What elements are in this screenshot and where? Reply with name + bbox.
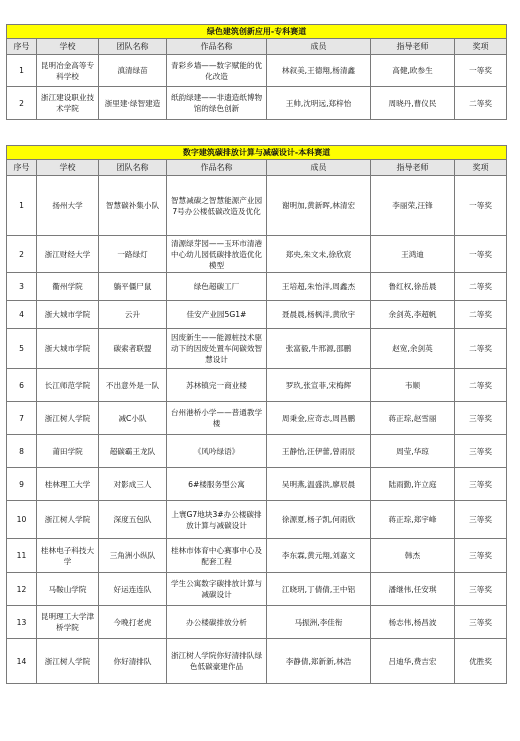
table-cell: 桂林市体育中心赛事中心及配套工程 xyxy=(167,539,267,573)
table-cell: 潘继伟,任安琪 xyxy=(371,573,455,606)
table-cell: 韦顺 xyxy=(371,369,455,402)
header-cell: 成员 xyxy=(267,160,371,176)
table-cell: 6 xyxy=(7,369,37,402)
table-cell: 青彩乡墙——数字赋能的优化改造 xyxy=(167,55,267,87)
table-cell: 你好清排队 xyxy=(99,639,167,684)
table-cell: 一等奖 xyxy=(455,55,507,87)
table-cell: 1 xyxy=(7,55,37,87)
table-cell: 12 xyxy=(7,573,37,606)
table-cell: 王静怡,汪伊蕾,曾雨辰 xyxy=(267,435,371,468)
table-cell: 三等奖 xyxy=(455,606,507,639)
table-cell: 昆明理工大学津桥学院 xyxy=(37,606,99,639)
table-cell: 李静倩,郑新新,林浩 xyxy=(267,639,371,684)
table-cell: 9 xyxy=(7,468,37,501)
table-cell: 林叙美,王德翔,杨清鑫 xyxy=(267,55,371,87)
table-cell: 8 xyxy=(7,435,37,468)
header-row xyxy=(7,160,507,176)
table-cell: 一等奖 xyxy=(455,176,507,236)
table-cell: 罗玖,张宣菲,宋梅辉 xyxy=(267,369,371,402)
table-cell: 李丽荣,汪锋 xyxy=(371,176,455,236)
table-row xyxy=(7,402,507,435)
header-cell: 奖项 xyxy=(455,39,507,55)
table-cell: 浙里建·绿智建造 xyxy=(99,87,167,120)
table-row xyxy=(7,301,507,329)
table-cell: 长江师范学院 xyxy=(37,369,99,402)
table-title-row xyxy=(7,146,507,160)
table-row xyxy=(7,273,507,301)
table-cell: 《风吟绿语》 xyxy=(167,435,267,468)
table-cell: 张富毅,牛邢源,邵鹏 xyxy=(267,329,371,369)
table-cell: 扬州大学 xyxy=(37,176,99,236)
table-cell: 浙江财经大学 xyxy=(37,236,99,273)
table-cell: 7 xyxy=(7,402,37,435)
table-cell: 二等奖 xyxy=(455,329,507,369)
table-cell: 三等奖 xyxy=(455,435,507,468)
table-row xyxy=(7,55,507,87)
header-cell: 学校 xyxy=(37,39,99,55)
table-cell: 马鞍山学院 xyxy=(37,573,99,606)
table-cell: 吴明燕,温盛洪,廖辰晨 xyxy=(267,468,371,501)
header-cell: 奖项 xyxy=(455,160,507,176)
table-cell: 一等奖 xyxy=(455,236,507,273)
table-cell: 二等奖 xyxy=(455,87,507,120)
table-row xyxy=(7,87,507,120)
header-cell: 指导老师 xyxy=(371,160,455,176)
table-cell: 好运连连队 xyxy=(99,573,167,606)
header-cell: 作品名称 xyxy=(167,160,267,176)
table-cell: 二等奖 xyxy=(455,301,507,329)
table-cell: 2 xyxy=(7,236,37,273)
table-cell: 周晓丹,曹仪民 xyxy=(371,87,455,120)
table-cell: 4 xyxy=(7,301,37,329)
table-cell: 超碳霸王龙队 xyxy=(99,435,167,468)
table-cell: 鲁红权,徐岳晨 xyxy=(371,273,455,301)
table-cell: 减C小队 xyxy=(99,402,167,435)
header-cell: 学校 xyxy=(37,160,99,176)
header-cell: 团队名称 xyxy=(99,39,167,55)
table-cell: 一路绿灯 xyxy=(99,236,167,273)
table-cell: 周秉金,应奇志,周昌鹏 xyxy=(267,402,371,435)
table-cell: 三等奖 xyxy=(455,501,507,539)
table-cell: 杨志伟,杨昌波 xyxy=(371,606,455,639)
table-cell: 佳安产业园5G1# xyxy=(167,301,267,329)
table-cell: 绿色超碳工厂 xyxy=(167,273,267,301)
table-specialty-track xyxy=(6,24,506,120)
table-cell: 昆明冶金高等专科学校 xyxy=(37,55,99,87)
table-cell: 碳索者联盟 xyxy=(99,329,167,369)
table-cell: 周莹,华琼 xyxy=(371,435,455,468)
table-cell: 浙大城市学院 xyxy=(37,301,99,329)
table-cell: 高健,欧参生 xyxy=(371,55,455,87)
table-cell: 徐源夏,杨子凯,何雨欣 xyxy=(267,501,371,539)
table-row xyxy=(7,435,507,468)
table-cell: 二等奖 xyxy=(455,273,507,301)
table-undergrad-track xyxy=(6,145,506,684)
table-cell: 蒋正琮,赵雪丽 xyxy=(371,402,455,435)
table-cell: 11 xyxy=(7,539,37,573)
table-cell: 14 xyxy=(7,639,37,684)
table-row xyxy=(7,539,507,573)
table-cell: 1 xyxy=(7,176,37,236)
header-cell: 序号 xyxy=(7,39,37,55)
table-cell: 今晚打老虎 xyxy=(99,606,167,639)
table-cell: 吕迪华,费吉宏 xyxy=(371,639,455,684)
table-row xyxy=(7,236,507,273)
table-cell: 谢明加,黄新晖,林清宏 xyxy=(267,176,371,236)
table-cell: 浙江树人学院你好清排队绿色低碳豪建作品 xyxy=(167,639,267,684)
table-cell: 三等奖 xyxy=(455,402,507,435)
table-cell: 王帅,沈明远,郑梓怡 xyxy=(267,87,371,120)
table-cell: 三等奖 xyxy=(455,468,507,501)
header-cell: 作品名称 xyxy=(167,39,267,55)
header-row xyxy=(7,39,507,55)
table-row xyxy=(7,176,507,236)
table-cell: 3 xyxy=(7,273,37,301)
header-cell: 序号 xyxy=(7,160,37,176)
table-cell: 陆雨勤,许立庭 xyxy=(371,468,455,501)
table-row xyxy=(7,501,507,539)
table-cell: 衢州学院 xyxy=(37,273,99,301)
table-cell: 三等奖 xyxy=(455,539,507,573)
table-cell: 马振洲,李佳衔 xyxy=(267,606,371,639)
table-cell: 滇清绿苗 xyxy=(99,55,167,87)
header-cell: 成员 xyxy=(267,39,371,55)
table-cell: 余剑英,李超帆 xyxy=(371,301,455,329)
award-table xyxy=(6,145,507,684)
table-cell: 郑央,朱文未,徐欣宸 xyxy=(267,236,371,273)
table-cell: 学生公寓数字碳排放计算与减碳设计 xyxy=(167,573,267,606)
table-cell: 清源绿芽园——玉环市清港中心幼儿园低碳排放造优化模型 xyxy=(167,236,267,273)
table-row xyxy=(7,369,507,402)
table-title: 数字建筑碳排放计算与减碳设计-本科赛道 xyxy=(7,146,507,160)
header-cell: 团队名称 xyxy=(99,160,167,176)
table-cell: 苏林镇完一商业楼 xyxy=(167,369,267,402)
table-cell: 纸韵绿建——非遗造纸博物馆的绿色创新 xyxy=(167,87,267,120)
table-cell: 2 xyxy=(7,87,37,120)
table-row xyxy=(7,639,507,684)
table-cell: 5 xyxy=(7,329,37,369)
table-cell: 二等奖 xyxy=(455,369,507,402)
table-cell: 王鸿迪 xyxy=(371,236,455,273)
table-cell: 因废新生——能源桩技术驱动下的因废处置车间碳效智慧设计 xyxy=(167,329,267,369)
table-cell: 办公楼碳排放分析 xyxy=(167,606,267,639)
table-cell: 13 xyxy=(7,606,37,639)
table-cell: 深度五包队 xyxy=(99,501,167,539)
table-cell: 浙江树人学院 xyxy=(37,639,99,684)
table-cell: 智慧碳补集小队 xyxy=(99,176,167,236)
table-cell: 浙江建设职业技术学院 xyxy=(37,87,99,120)
table-cell: 赵宽,余剑英 xyxy=(371,329,455,369)
table-cell: 6#楼服务型公寓 xyxy=(167,468,267,501)
table-cell: 桂林理工大学 xyxy=(37,468,99,501)
table-cell: 三角洲小纵队 xyxy=(99,539,167,573)
table-cell: 10 xyxy=(7,501,37,539)
table-cell: 三等奖 xyxy=(455,573,507,606)
table-cell: 对影成三人 xyxy=(99,468,167,501)
table-row xyxy=(7,468,507,501)
table-cell: 智慧减碳之智慧能源产业园7号办公楼低碳改造及优化 xyxy=(167,176,267,236)
table-cell: 桂林电子科技大学 xyxy=(37,539,99,573)
table-title-row xyxy=(7,25,507,39)
table-row xyxy=(7,606,507,639)
table-row xyxy=(7,329,507,369)
header-cell: 指导老师 xyxy=(371,39,455,55)
award-table xyxy=(6,24,507,120)
table-cell: 台州港桥小学——普通教学楼 xyxy=(167,402,267,435)
table-row xyxy=(7,573,507,606)
table-cell: 韩杰 xyxy=(371,539,455,573)
table-cell: 聂晨晨,杨枫洋,黄欣宇 xyxy=(267,301,371,329)
table-cell: 王培超,朱怡洋,周鑫杰 xyxy=(267,273,371,301)
table-cell: 莆田学院 xyxy=(37,435,99,468)
table-cell: 优胜奖 xyxy=(455,639,507,684)
table-cell: 蒋正琮,郑宇峰 xyxy=(371,501,455,539)
table-cell: 李东霖,黄元翔,刘嘉文 xyxy=(267,539,371,573)
table-cell: 浙江树人学院 xyxy=(37,402,99,435)
table-cell: 上寰G7地块3#办公楼碳排放计算与减碳设计 xyxy=(167,501,267,539)
table-cell: 躺平僵尸鼠 xyxy=(99,273,167,301)
table-cell: 浙江树人学院 xyxy=(37,501,99,539)
table-cell: 浙大城市学院 xyxy=(37,329,99,369)
table-cell: 不出意外是一队 xyxy=(99,369,167,402)
table-cell: 江晓玥,丁倩倩,王中铝 xyxy=(267,573,371,606)
table-title: 绿色建筑创新应用-专科赛道 xyxy=(7,25,507,39)
table-cell: 云升 xyxy=(99,301,167,329)
